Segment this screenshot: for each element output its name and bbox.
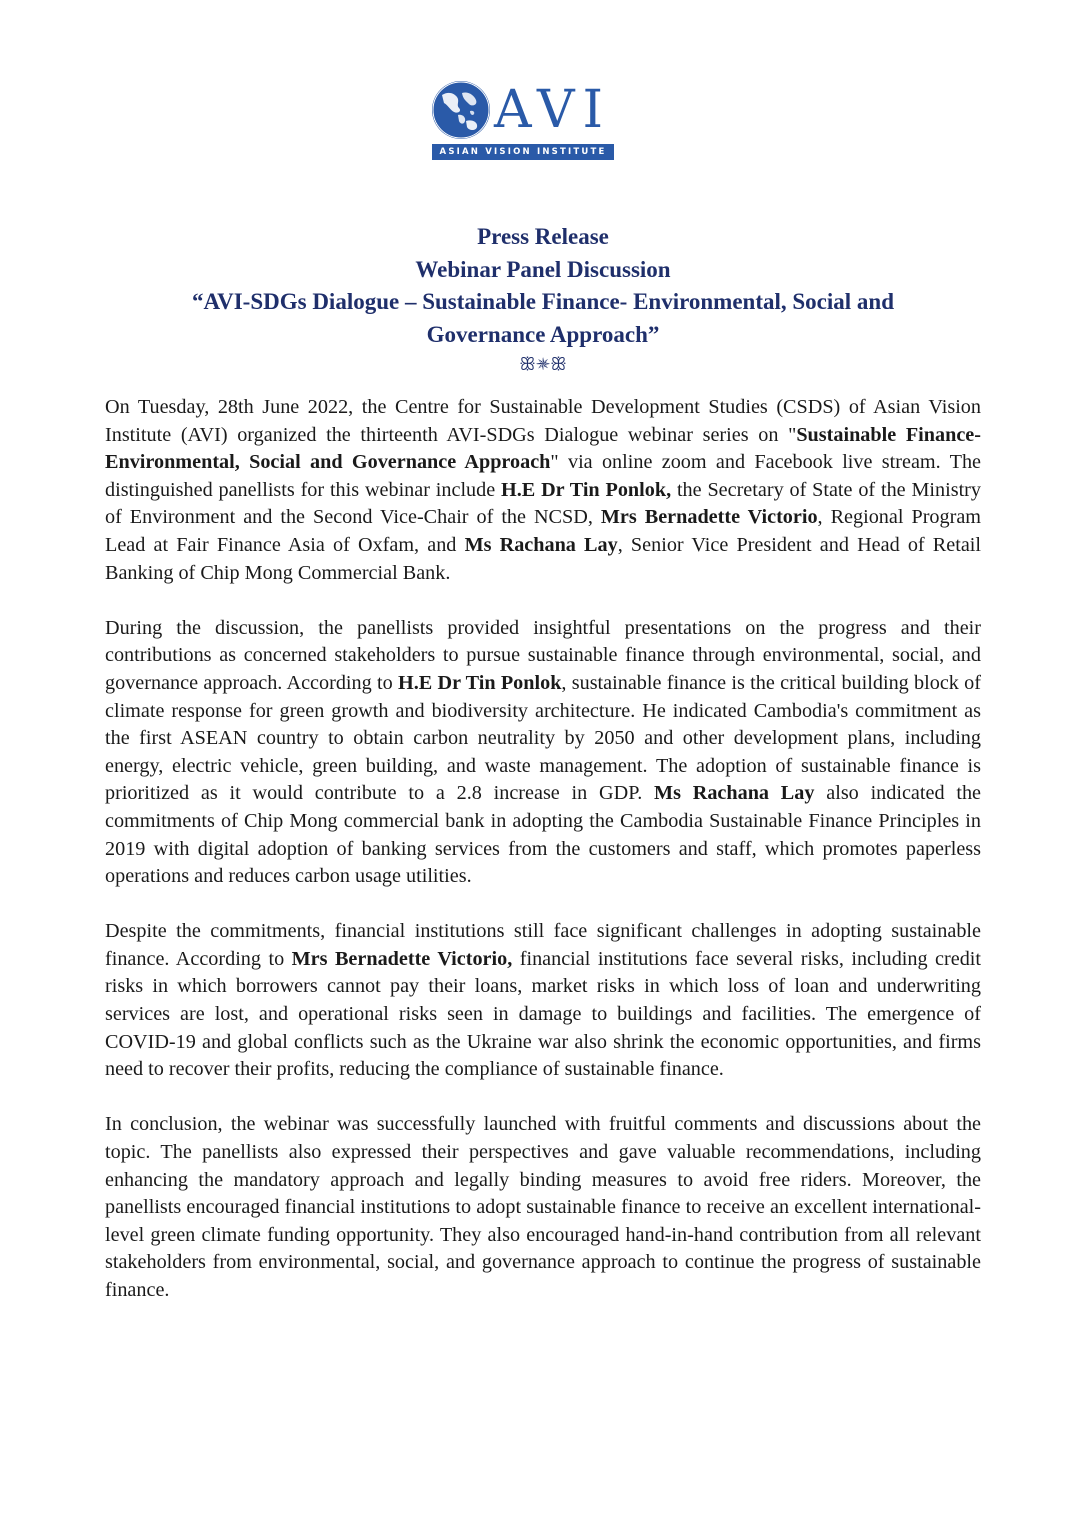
logo-row [432, 80, 616, 140]
text-run: also indicated the commitments of Chip Mong commercial bank in adopting the Cambodia Sustainable Finance Principles in 2019 with digital adoption of banking services from the customers and staff, which promotes paperless operations and reduces carbon usage utilities. [105, 782, 982, 888]
avi-logo [432, 80, 616, 162]
paragraph-challenges [105, 918, 981, 1084]
text-run: , Regional Program Lead at Fair Finance Asia of Oxfam, and [105, 506, 981, 556]
logo-wordmark: AVI [494, 80, 612, 140]
webinar-subtitle: Webinar Panel Discussion [415, 256, 671, 282]
globe-icon [432, 81, 490, 139]
text-run: the Secretary of State of the Ministry of Environment and the Second Vice-Chair of the NCSD, [105, 478, 981, 529]
panellist-name-bernadette-victorio: Mrs Bernadette Victorio [600, 506, 818, 529]
paragraph-discussion [105, 615, 981, 891]
event-title-line-2: Governance Approach” [426, 321, 660, 347]
event-title-line-1: “AVI-SDGs Dialogue – Sustainable Finance- Environmental, Social and [191, 289, 895, 314]
paragraph-introduction [105, 394, 981, 587]
panellist-name-bernadette-victorio: Mrs Bernadette Victorio, [291, 947, 513, 970]
text-run: financial institutions face several risks, including credit risks in which borrowers cannot pay their loans, market risks in which loss of loan and underwriting services are lost, and operational risks seen in damage to buildings and facilities. The emergence of COVID-19 and global conflicts such as the Ukraine war also shrink the economic opportunities, and firms need to recover their profits, reducing the compliance of sustainable finance. [105, 947, 982, 1081]
panellist-name-tin-ponlok: H.E Dr Tin Ponlok, [501, 478, 672, 501]
text-run: " via online zoom and Facebook live stream. The distinguished panellists for this webinar include [105, 451, 981, 501]
document-header [100, 221, 986, 379]
press-release-title: Press Release [477, 224, 609, 249]
logo-tagline: ASIAN VISION INSTITUTE [432, 144, 614, 160]
text-run: Despite the commitments, financial institutions still face significant challenges in adopting sustainable finance. According to [105, 920, 981, 970]
panellist-name-rachana-lay: Ms Rachana Lay [654, 782, 815, 805]
text-run: During the discussion, the panellists provided insightful presentations on the progress and their contributions as concerned stakeholders to pursue sustainable finance through environmental, social, and governance approach. According to [105, 616, 981, 694]
paragraph-conclusion [105, 1111, 981, 1304]
text-run: , Senior Vice President and Head of Retail Banking of Chip Mong Commercial Bank. [105, 533, 982, 584]
panellist-name-rachana-lay: Ms Rachana Lay [464, 533, 618, 556]
webinar-topic-bold: Sustainable Finance- Environmental, Social and Governance Approach [105, 423, 981, 474]
text-run: On Tuesday, 28th June 2022, the Centre for Sustainable Development Studies (CSDS) of Asian Vision Institute (AVI) organized the thirteenth AVI-SDGs Dialogue webinar series on " [105, 396, 981, 446]
panellist-name-tin-ponlok: H.E Dr Tin Ponlok [398, 671, 562, 694]
ornament-divider-icon: ꕥ✵ꕥ [519, 354, 567, 375]
text-run: , sustainable finance is the critical building block of climate response for green growth and biodiversity architecture. He indicated Cambodia's commitment as the first ASEAN country to obtain carbon neutrality by 2050 and other development plans, including energy, electric vehicle, green building, and waste management. The adoption of sustainable finance is prioritized as it would contribute to a 2.8 increase in GDP. [105, 671, 981, 805]
press-release-body [105, 394, 981, 1332]
text-run: In conclusion, the webinar was successfully launched with fruitful comments and discussions about the topic. The panellists also expressed their perspectives and gave valuable recommendations, including enhancing the mandatory approach and legally binding measures to avoid free riders. Moreover, the panellists encouraged financial institutions to adopt sustainable finance to receive an excellent international-level green climate funding opportunity. They also encouraged hand-in-hand contribution from all relevant stakeholders from environmental, social, and governance approach to continue the progress of sustainable finance. [105, 1113, 981, 1301]
